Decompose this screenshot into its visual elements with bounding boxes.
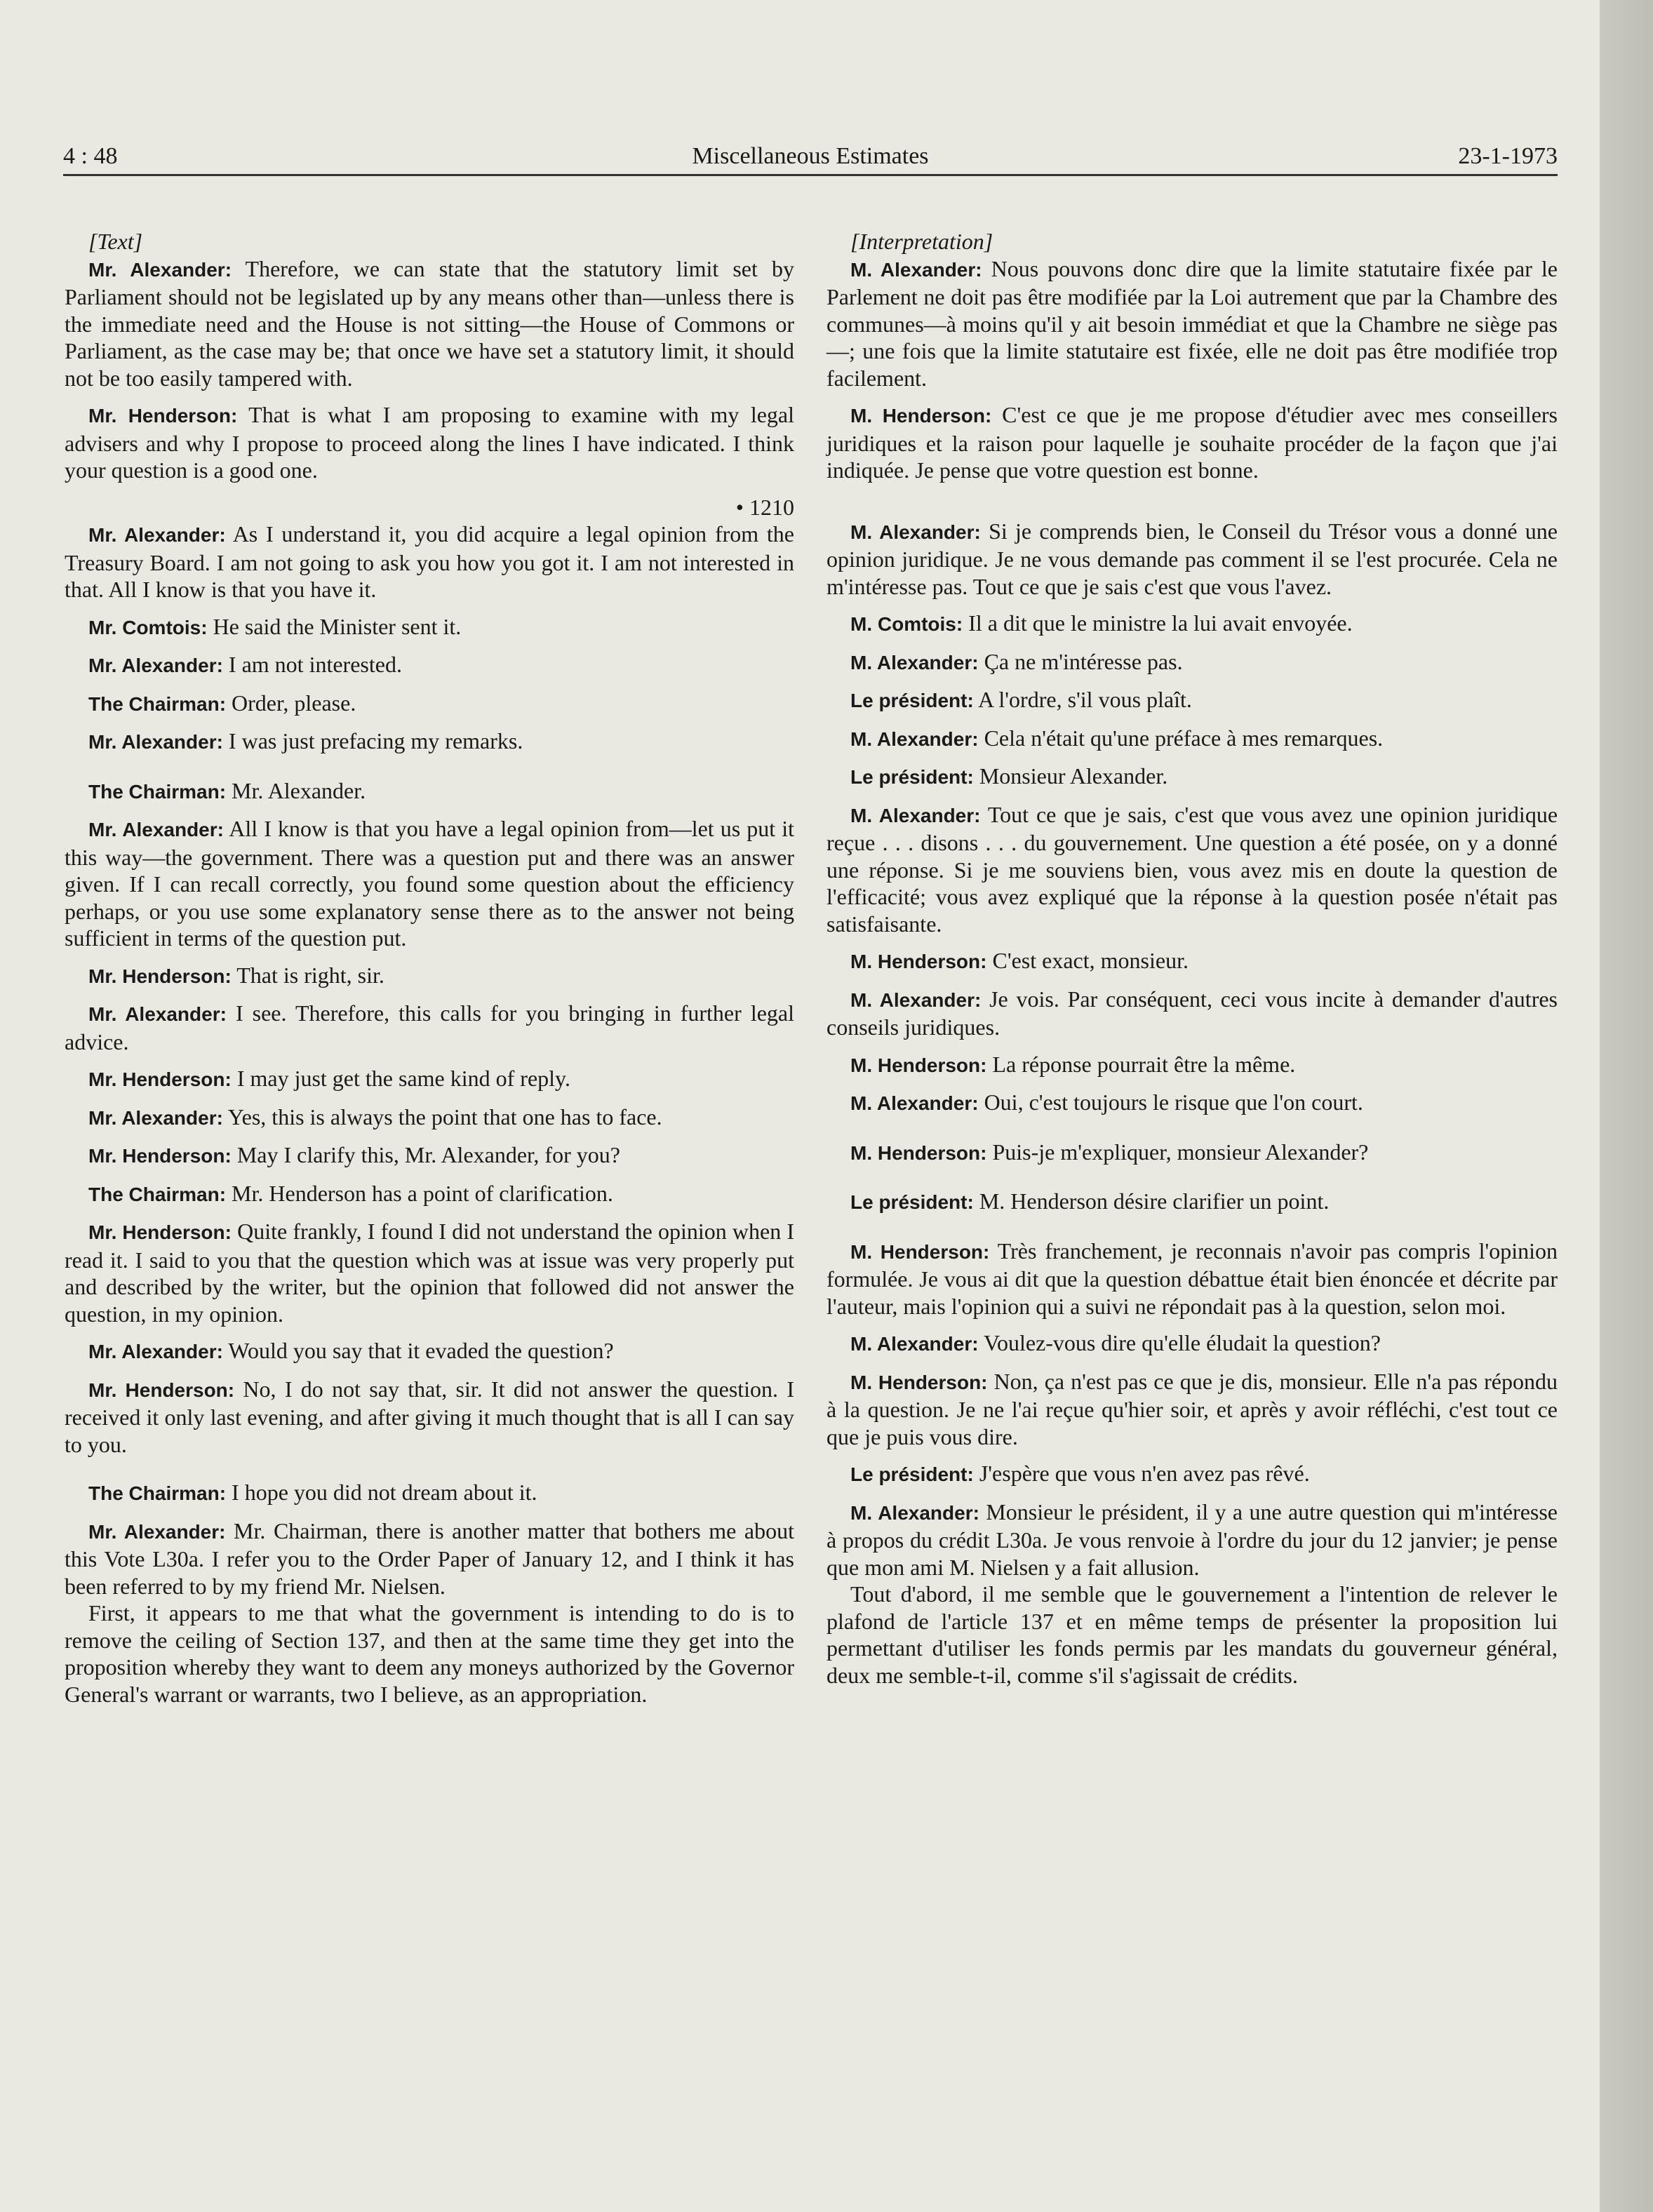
speaker: Mr. Comtois: [88,616,208,638]
speech: Mr. Chairman, there is another matter that bothers me about this Vote L30a. I refer you to the Order Paper of January 12, and I think it has been referred to by my friend Mr. Nielsen. [65,1517,794,1599]
speech: Cela n'était qu'une préface à mes remarques. [984,725,1384,751]
speech: Tout d'abord, il me semble que le gouvernement a l'intention de relever le plafond de l'article 137 et en même temps de présenter la proposition lui permettant d'utiliser les fonds permis par les mandats du gouverneur général, deux me semble-t-il, comme s'il s'agissait de crédits. [826,1581,1558,1688]
transcript-paragraph [65,1600,794,1708]
speaker: The Chairman: [88,1482,227,1504]
speaker: M. Alexander: [850,258,982,281]
speaker: Le président: [850,766,974,788]
transcript-paragraph [826,1089,1558,1118]
speech: That is what I am proposing to examine with my legal advisers and why I propose to proceed along the lines I have indicated. I think your question is a good one. [65,402,795,483]
speaker: Mr. Alexander: [88,1003,227,1025]
transcript-paragraph [65,815,794,952]
page-number: 4 : 48 [63,143,118,169]
column-label: [Interpretation] [850,229,993,254]
speaker: The Chairman: [88,1183,227,1205]
speaker: M. Comtois: [850,613,963,635]
speech: Très franchement, je reconnais n'avoir pas compris l'opinion formulée. Je vous ai dit que la question débattue était bien énoncée et décrite par l'auteur, mais l'opinion qui a suivi ne répondait pas à la question, selon moi. [826,1238,1558,1319]
speech: M. Henderson désire clarifier un point. [979,1188,1330,1214]
speech: Therefore, we can state that the statutory limit set by Parliament should not be legislated up by any means other than—unless there is the immediate need and the House is not sitting—the House of Commons or Parliament, as the case may be; that once we have set a statutory limit, it should not be too easily tampered with. [65,255,795,391]
speaker: Mr. Henderson: [88,405,238,427]
speech: Quite frankly, I found I did not understand the opinion when I read it. I said to you that the question which was at issue was very properly put and described by the writer, but the opinion that followed did not answer the question, in my opinion. [65,1219,795,1327]
transcript-paragraph [65,1065,794,1094]
speech: Tout ce que je sais, c'est que vous avez une opinion juridique reçue . . . disons . . . du gouvernement. Une question a été posée, on y a donné une réponse. Si je me souviens bien, vous avez mis en doute la question de l'efficacité; vous avez expliqué que la réponse à la question posée n'était pas satisfaisante. [826,801,1558,937]
speaker: Mr. Alexander: [88,258,232,281]
speaker: Mr. Alexander: [88,1341,223,1362]
speaker: M. Alexander: [850,521,981,543]
speech: Mr. Alexander. [232,777,366,803]
speech: Si je comprends bien, le Conseil du Trésor vous a donné une opinion juridique. Je ne vous demande pas comment il se l'est procurée. Cela ne m'intéresse pas. Tout ce que je sais c'est que vous l'avez. [826,518,1558,599]
speaker: M. Alexander: [850,804,981,826]
speech: I hope you did not dream about it. [232,1480,537,1505]
transcript-paragraph [65,1104,794,1132]
speech: Je vois. Par conséquent, ceci vous incite à demander d'autres conseils juridiques. [826,986,1558,1040]
transcript-paragraph [65,255,794,392]
speech: All I know is that you have a legal opinion from—let us put it this way—the government. There was a question put and there was an answer given. If I can recall correctly, you found some question about the efficiency perhaps, or you use some explanatory sense there as to the answer not being sufficient in terms of the question put. [65,816,795,951]
transcript-paragraph [65,777,794,806]
speaker: M. Alexander: [850,988,982,1011]
speech: First, it appears to me that what the government is intending to do is to remove the ceiling of Section 137, and then at the same time they get into the proposition whereby they want to deem any moneys authorized by the Governor General's warrant or warrants, two I believe, as an appropriation. [65,1600,794,1707]
transcript-paragraph [65,728,794,756]
transcript-paragraph [826,1581,1558,1689]
speech: Non, ça n'est pas ce que je dis, monsieur. Elle n'a pas répondu à la question. Je ne l'ai reçue qu'hier soir, et après y avoir réfléchi, c'est tout ce que je puis vous dire. [826,1368,1558,1449]
transcript-paragraph [826,610,1558,638]
speech: Puis-je m'expliquer, monsieur Alexander? [992,1139,1369,1165]
transcript-paragraph [826,1188,1558,1216]
speech: May I clarify this, Mr. Alexander, for you? [236,1142,620,1167]
speech: Ça ne m'intéresse pas. [984,648,1183,674]
speech: A l'ordre, s'il vous plaît. [978,687,1192,712]
speech: Would you say that it evaded the question? [228,1338,614,1363]
header-date: 23-1-1973 [1458,143,1558,169]
speaker: The Chairman: [88,692,227,715]
speech: That is right, sir. [236,962,384,988]
transcript-paragraph [826,1460,1558,1489]
speaker: Mr. Alexander: [88,1520,226,1543]
transcript-paragraph [65,1479,794,1508]
transcript-paragraph [65,690,794,718]
speech: I see. Therefore, this calls for you bringing in further legal advice. [65,1000,795,1054]
transcript-paragraph [65,613,794,642]
speaker: Mr. Henderson: [88,1145,232,1167]
speech: No, I do not say that, sir. It did not answer the question. I received it only last evening, and after giving it much thought that is all I can say to you. [65,1376,795,1457]
transcript-paragraph [65,1218,794,1327]
speech: C'est ce que je me propose d'étudier avec mes conseillers juridiques et la raison pour laquelle je souhaite procéder de la façon que j'ai indiquée. Je pense que votre question est bonne. [826,402,1558,483]
transcript-paragraph [65,1000,794,1055]
transcript-paragraph [826,725,1558,753]
transcript-paragraph [826,686,1558,715]
speaker: Le président: [850,1463,974,1485]
transcript-paragraph [65,962,794,991]
speaker: M. Henderson: [850,1371,988,1393]
speech: He said the Minister sent it. [213,613,462,639]
transcript-paragraph [826,763,1558,791]
transcript-paragraph [65,1517,794,1600]
speaker: M. Henderson: [850,1141,987,1164]
speaker: Mr. Alexander: [88,655,223,676]
speaker: The Chairman: [88,780,227,803]
running-title: Miscellaneous Estimates [692,143,929,169]
transcript-paragraph [826,1051,1558,1080]
transcript-paragraph [826,1139,1558,1167]
speech: As I understand it, you did acquire a legal opinion from the Treasury Board. I am not going to ask you how you got it. I am not interested in that. All I know is that you have it. [65,521,795,602]
speaker: Le président: [850,1191,974,1213]
page-header [63,138,1558,176]
english-column [65,228,794,1717]
speech: C'est exact, monsieur. [992,948,1189,973]
speaker: M. Alexander: [850,1501,979,1524]
transcript-paragraph [826,801,1558,938]
transcript-paragraph [65,521,794,603]
transcript-paragraph [826,255,1558,392]
speech: Yes, this is always the point that one has to face. [227,1104,662,1130]
speech: Nous pouvons donc dire que la limite statutaire fixée par le Parlement ne doit pas être modifiée par la Loi autrement que par la Chambre des communes—à moins qu'il y ait besoin immédiat et que la Chambre ne siège pas—; une fois que la limite statutaire est fixée, elle ne doit pas être modifiée trop facilement. [826,255,1558,391]
speech: Il a dit que le ministre la lui avait envoyée. [968,610,1353,636]
speaker: M. Alexander: [850,651,979,673]
transcript-paragraph [826,1329,1558,1358]
speaker: Mr. Alexander: [88,524,226,546]
transcript-paragraph [65,651,794,680]
speech: I am not interested. [228,652,402,677]
speaker: Mr. Henderson: [88,1068,232,1090]
speech: Mr. Henderson has a point of clarification. [232,1180,613,1206]
speaker: M. Alexander: [850,1092,979,1114]
transcript-paragraph [65,401,794,484]
time-marker: • 1210 [735,494,794,520]
transcript-paragraph [826,986,1558,1041]
transcript-paragraph [826,518,1558,601]
speaker: Mr. Henderson: [88,965,232,987]
transcript-paragraph [826,947,1558,976]
transcript-paragraph [826,1499,1558,1581]
speaker: M. Alexander: [850,728,979,750]
speaker: M. Henderson: [850,1240,990,1263]
transcript-paragraph [65,1141,794,1170]
speaker: M. Henderson: [850,1054,987,1076]
transcript-paragraph [826,1238,1558,1320]
speech: Oui, c'est toujours le risque que l'on court. [984,1090,1363,1115]
speech: Monsieur Alexander. [979,763,1168,789]
speech: Order, please. [232,690,356,716]
speaker: Mr. Alexander: [88,819,224,840]
speech: Monsieur le président, il y a une autre question qui m'intéresse à propos du crédit L30a. Je vous renvoie à l'ordre du jour du 12 janvier; je pense que mon ami M. Nielsen y a fait allusion. [826,1499,1558,1580]
transcript-paragraph [826,648,1558,677]
column-label: [Text] [88,229,143,254]
speaker: Mr. Alexander: [88,1106,223,1129]
speaker: M. Henderson: [850,405,992,427]
transcript-paragraph [65,1376,794,1459]
speaker: Mr. Henderson: [88,1379,235,1401]
speech: J'espère que vous n'en avez pas rêvé. [979,1461,1310,1486]
speaker: Mr. Henderson: [88,1221,232,1243]
speech: La réponse pourrait être la même. [992,1051,1296,1077]
page-edge-shadow [1600,0,1653,2212]
speaker: M. Henderson: [850,951,987,972]
french-column [826,228,1558,1698]
speaker: Mr. Alexander: [88,731,223,753]
transcript-paragraph [826,401,1558,484]
speech: I may just get the same kind of reply. [236,1066,570,1091]
transcript-paragraph [65,1180,794,1209]
speech: Voulez-vous dire qu'elle éludait la question? [983,1330,1381,1355]
speaker: M. Alexander: [850,1333,979,1355]
speaker: Le président: [850,690,974,711]
transcript-paragraph [826,1368,1558,1451]
speech: I was just prefacing my remarks. [228,728,523,753]
transcript-paragraph [65,1337,794,1366]
